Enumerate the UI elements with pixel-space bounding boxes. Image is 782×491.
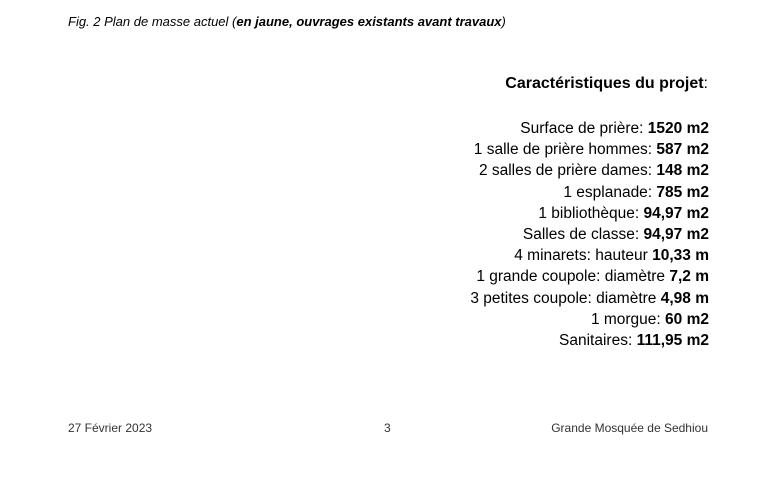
feature-value: 4,98 m [660, 289, 709, 307]
feature-item [470, 203, 709, 224]
footer-page-number: 3 [384, 421, 391, 435]
footer-document-title: Grande Mosquée de Sedhiou [551, 421, 708, 435]
project-features-list [470, 118, 709, 351]
feature-value: 111,95 m2 [636, 332, 709, 350]
feature-value: 7,2 m [669, 268, 709, 286]
feature-label: 4 minarets: hauteur [514, 247, 653, 265]
feature-value: 94,97 m2 [643, 226, 709, 244]
figure-caption [68, 14, 506, 29]
section-title-colon: : [703, 75, 708, 92]
caption-prefix: Fig. 2 Plan de masse actuel ( [68, 14, 237, 29]
feature-label: 1 esplanade: [563, 183, 657, 201]
feature-item [470, 139, 709, 160]
feature-label: 1 morgue: [590, 310, 666, 328]
feature-item [470, 224, 709, 245]
feature-value: 10,33 m [652, 247, 709, 265]
section-title-text: Caractéristiques du projet [505, 75, 704, 92]
feature-value: 148 m2 [656, 162, 709, 180]
feature-label: 2 salles de prière dames: [478, 162, 657, 180]
section-title [505, 75, 708, 93]
feature-label: 1 grande coupole: diamètre [476, 268, 670, 286]
feature-item [470, 160, 709, 181]
feature-label: 3 petites coupole: diamètre [470, 289, 661, 307]
feature-label: Surface de prière: [520, 120, 648, 137]
feature-label: Salles de classe: [522, 226, 644, 244]
feature-value: 60 m2 [665, 310, 709, 328]
footer-date: 27 Février 2023 [68, 421, 153, 435]
feature-label: Sanitaires: [559, 332, 637, 350]
feature-value: 1520 m2 [647, 120, 709, 137]
feature-item [470, 309, 709, 330]
feature-value: 587 m2 [656, 141, 709, 159]
caption-suffix: ) [501, 14, 506, 29]
feature-item [470, 266, 709, 287]
feature-label: 1 salle de prière hommes: [473, 141, 657, 159]
feature-value: 785 m2 [656, 183, 709, 201]
feature-value: 94,97 m2 [643, 204, 709, 222]
feature-item [470, 330, 709, 351]
caption-emphasis: en jaune, ouvrages existants avant travaux [236, 14, 502, 29]
feature-item [470, 118, 709, 139]
feature-item [470, 288, 709, 309]
feature-item [470, 245, 709, 266]
feature-item [470, 182, 709, 203]
feature-label: 1 bibliothèque: [538, 204, 644, 222]
